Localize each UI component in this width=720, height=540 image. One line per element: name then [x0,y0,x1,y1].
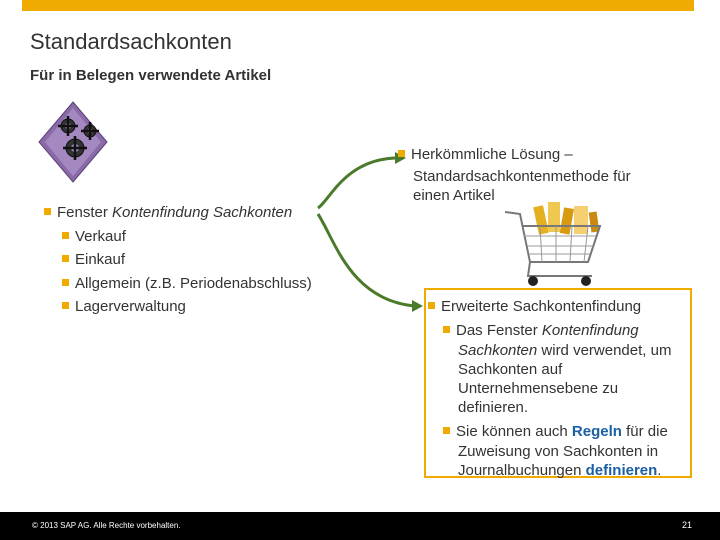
conventional-solution-line3: einen Artikel [413,187,495,204]
define-keyword: definieren [585,462,658,479]
bullet-icon [62,279,69,286]
page-subtitle: Für in Belegen verwendete Artikel [30,67,272,84]
bullet-icon [62,302,69,309]
bullet-icon [443,427,450,434]
list-item-label: Fenster [57,204,113,221]
page-title: Standardsachkonten [30,29,232,54]
footer-bar [0,512,720,540]
page-number: 21 [681,520,692,530]
shopping-cart-icon [505,202,600,286]
text: . [657,462,662,479]
extended-item2-line2: Zuweisung von Sachkonten in [458,443,659,460]
extended-item1-line4: Unternehmensebene zu [458,380,619,397]
bullet-icon [398,150,405,157]
conventional-solution-line2: Standardsachkontenmethode für [413,168,631,185]
arrow-icon [318,158,415,306]
text: wird verwendet, um [537,342,672,359]
text: Das Fenster [456,322,542,339]
bullet-icon [428,302,435,309]
list-item-einkauf [62,250,125,270]
gears-icon [39,102,107,182]
bullet-icon [443,326,450,333]
text: Sie können auch [456,423,572,440]
text: für die [621,423,668,440]
extended-heading [428,297,641,317]
conventional-solution-heading [398,145,573,165]
list-item-label: Lagerverwaltung [75,298,186,315]
copyright-text: © 2013 SAP AG. Alle Rechte vorbehalten. [32,521,181,530]
extended-item1-line1 [443,321,639,341]
extended-item1-line2 [458,341,671,361]
heading-text: Erweiterte Sachkontenfindung [441,298,642,315]
extended-item1-line3: Sachkonten auf [458,361,563,378]
extended-item1-line5: definieren. [458,399,529,416]
list-item-label: Allgemein (z.B. Periodenabschluss) [75,275,312,292]
text-emph: Kontenfindung [541,322,639,339]
text: Journalbuchungen [458,462,586,479]
list-item-label: Einkauf [75,251,126,268]
list-item-verkauf [62,227,126,247]
text-emph: Sachkonten [458,342,538,359]
bullet-icon [62,232,69,239]
list-item-label: Verkauf [75,228,126,245]
list-item-fenster [44,203,292,223]
list-item-emphasis: Kontenfindung Sachkonten [112,204,293,221]
rules-keyword: Regeln [571,423,622,440]
list-item-lagerverwaltung [62,297,186,317]
extended-item2-line1 [443,422,668,442]
bullet-icon [44,208,51,215]
bullet-icon [62,255,69,262]
list-item-allgemein [62,274,312,294]
line-text: Herkömmliche Lösung – [411,146,573,163]
extended-item2-line3 [458,461,661,481]
